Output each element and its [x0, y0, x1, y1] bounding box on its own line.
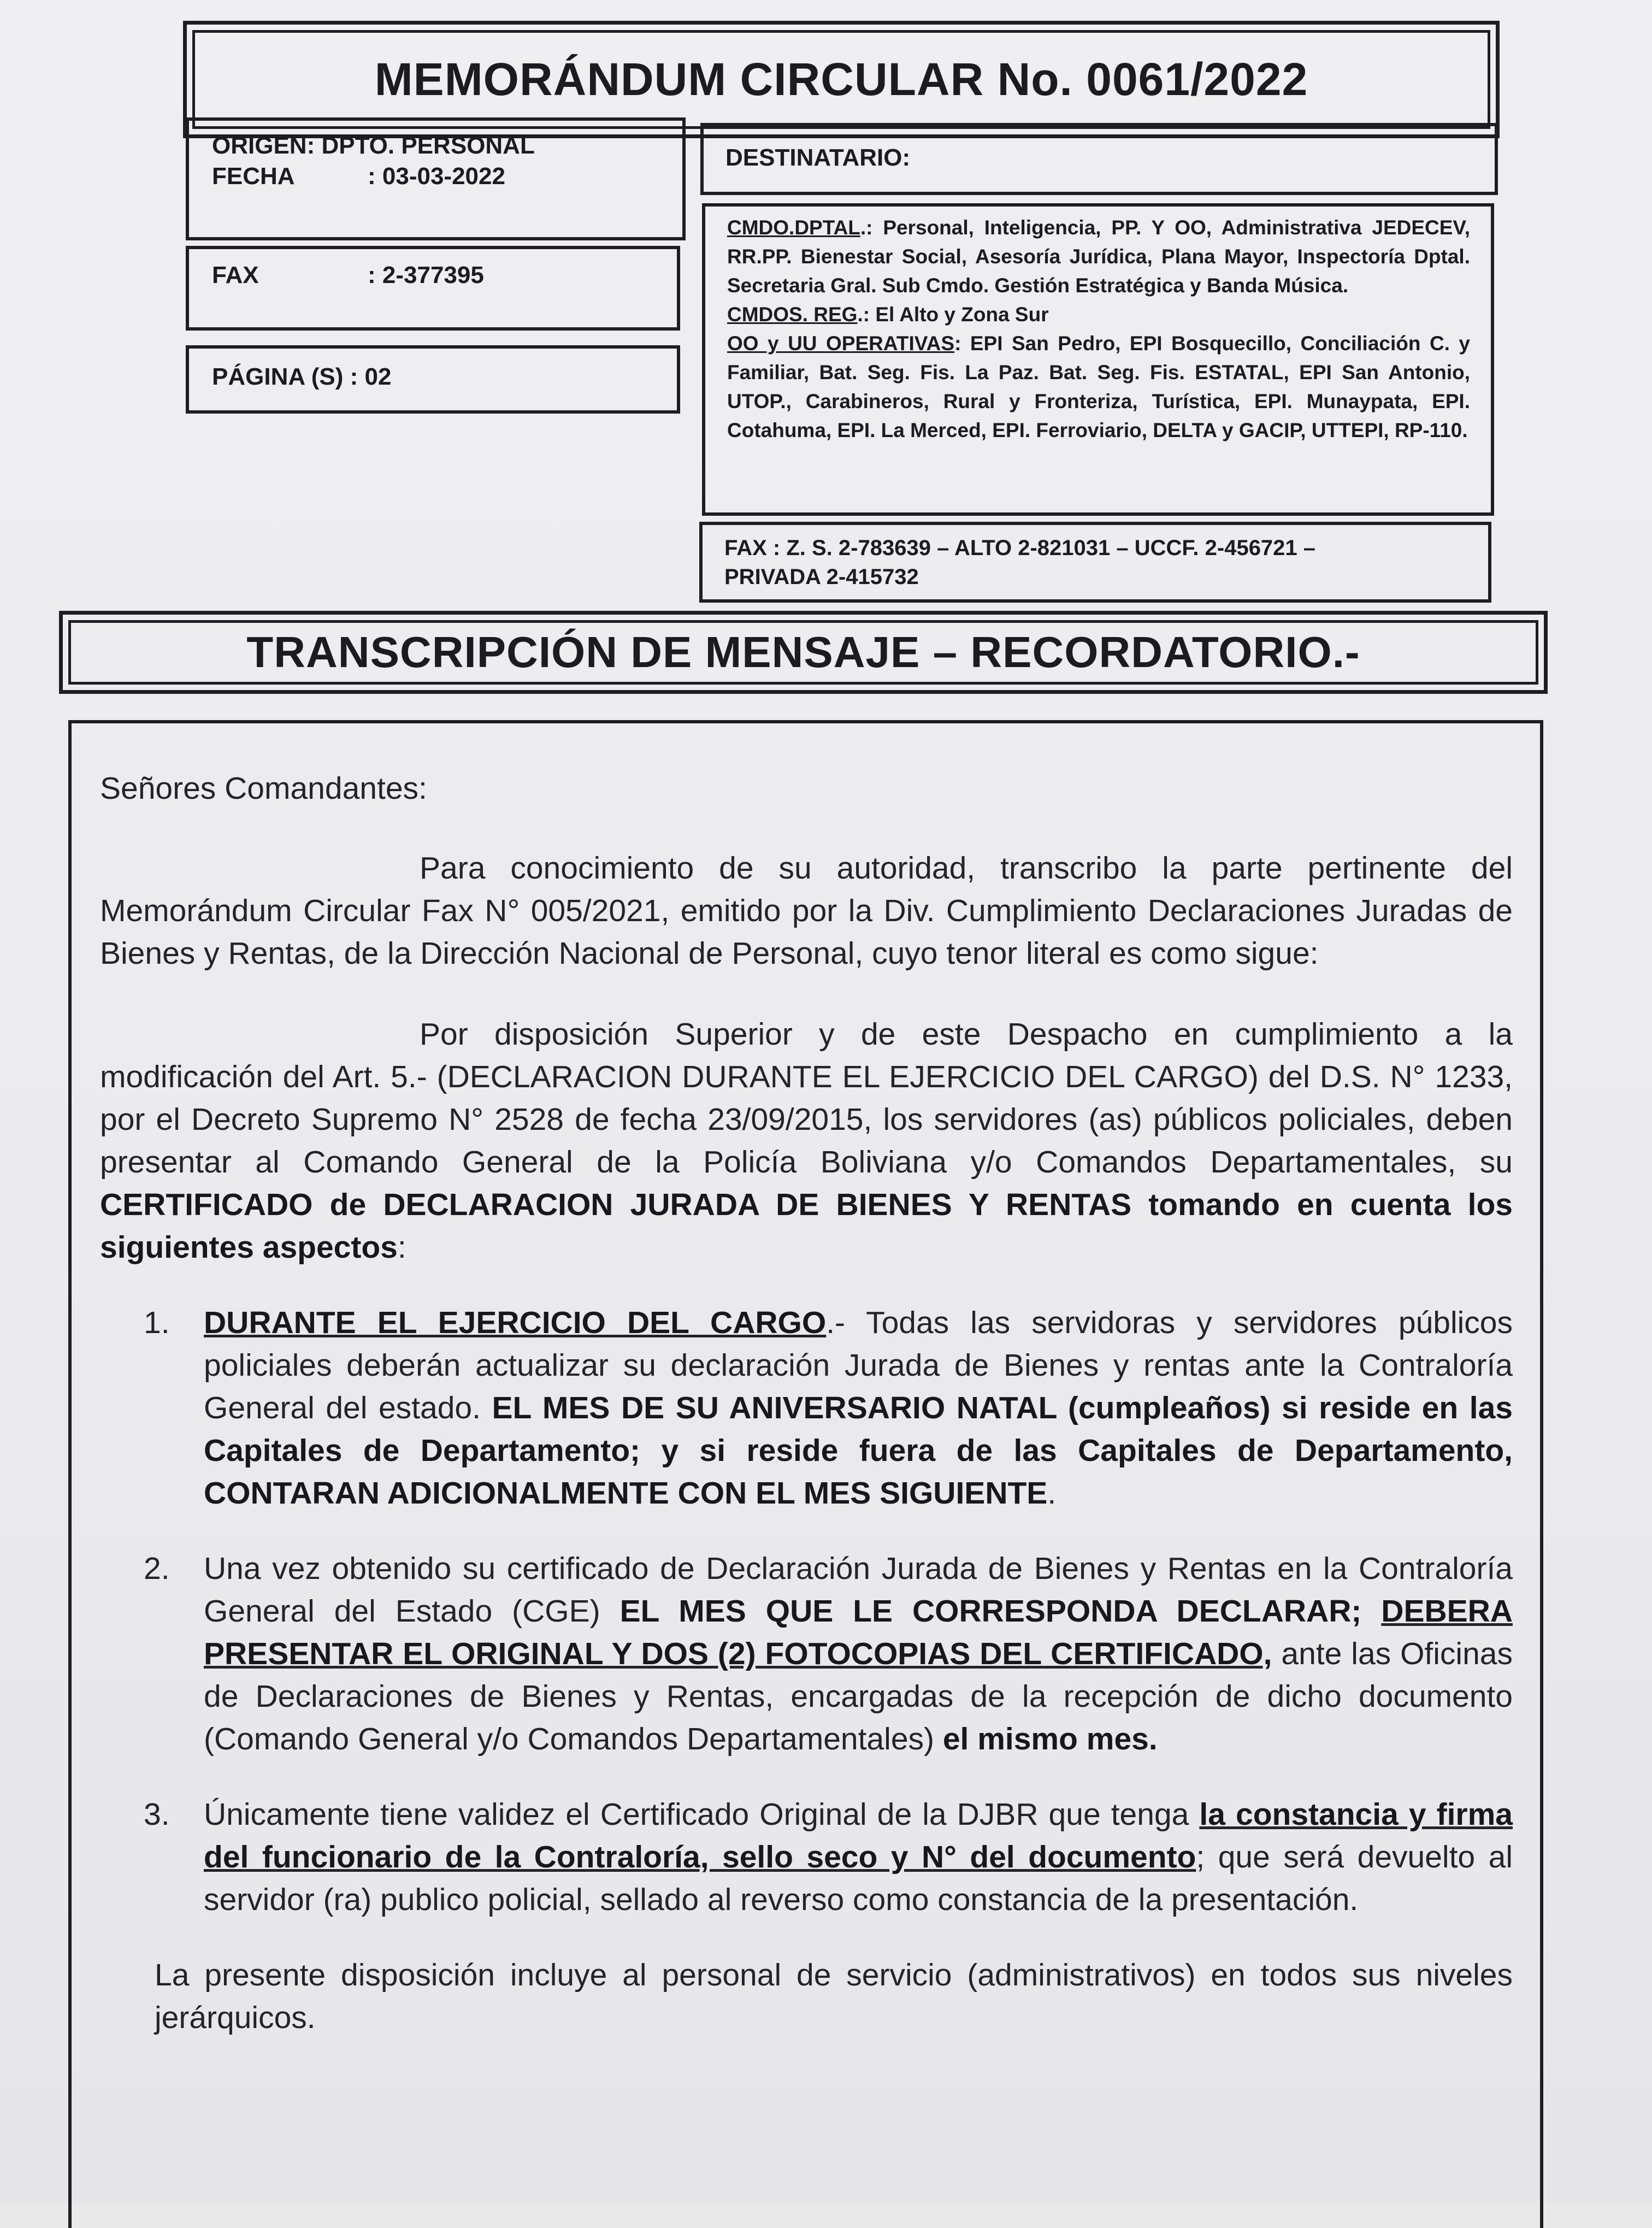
memo-title: MEMORÁNDUM CIRCULAR No. 0061/2022: [374, 54, 1308, 105]
fax-value: : 2-377395: [368, 262, 484, 288]
greeting: Señores Comandantes:: [100, 771, 427, 806]
origin-label: ORIGEN:: [212, 132, 315, 159]
item-1-end: .: [1047, 1476, 1057, 1511]
cmdos-label: CMDOS. REG: [727, 303, 858, 326]
date-label: FECHA: [212, 163, 295, 190]
closing-paragraph: La presente disposición incluye al personal de servicio (administrativos) en todos sus niveles jerárquicos.: [155, 1958, 1513, 2035]
list-item-3: [100, 1793, 1513, 1921]
oo-label: OO y UU OPERATIVAS: [727, 332, 955, 355]
item-2-text-2: ante las Oficinas de Declaraciones de Bienes y Rentas, encargadas de la recepción de dicho documento (Comando General y/o Comandos Departamentales): [204, 1636, 1513, 1757]
list-item-1: [100, 1301, 1513, 1514]
pages-box: [186, 345, 680, 414]
item-2-text: Una vez obtenido su certificado de Declaración Jurada de Bienes y Rentas en la Contraloría General del Estado (CGE): [204, 1551, 1513, 1629]
item-1-bold: EL MES DE SU ANIVERSARIO NATAL (cumpleaños) si reside en las Capitales de Departamento; y si reside fuera de las Capitales de Departamento, CONTARAN ADICIONALMENTE CON EL MES SIGUIENTE: [204, 1390, 1513, 1511]
list-number: 2.: [144, 1551, 170, 1586]
recipient-label: DESTINATARIO:: [725, 144, 911, 171]
fax-box: [186, 246, 680, 331]
message-box: [68, 720, 1543, 2228]
list-item-2: [100, 1547, 1513, 1760]
cmdo-label: CMDO.DPTAL: [727, 216, 860, 239]
recipient-box: [700, 123, 1498, 195]
item-3-underlined: la constancia y firma del funcionario de la Contraloría, sello seco y N° del documento: [204, 1797, 1513, 1875]
fax-list-box: [699, 522, 1491, 603]
item-2-underlined: DEBERA PRESENTAR EL ORIGINAL Y DOS (2) FOTOCOPIAS DEL CERTIFICADO,: [204, 1594, 1513, 1671]
list-number: 3.: [144, 1797, 170, 1832]
item-2-bold: EL MES QUE LE CORRESPONDA DECLARAR;: [620, 1594, 1362, 1629]
paragraph-2-text: Por disposición Superior y de este Despacho en cumplimiento a la modificación del Art. 5.- (DECLARACION DURANTE EL EJERCICIO DEL CARGO) del D.S. N° 1233, por el Decreto Supremo N° 2528 de fecha 23/09/2015, los servidores (as) públicos policiales, deben presentar al Comando General de la Policía Boliviana y/o Comandos Departamentales, su: [100, 1017, 1513, 1180]
pages-value: 02: [364, 363, 392, 390]
origin-box: [186, 117, 686, 240]
item-1-text: .- Todas las servidoras y servidores públicos policiales deberán actualizar su declaración Jurada de Bienes y rentas ante la Contraloría General del estado.: [204, 1305, 1513, 1425]
paragraph-2-end: :: [397, 1230, 406, 1265]
cmdo-units: .: Personal, Inteligencia, PP. Y OO, Administrativa JEDECEV, RR.PP. Bienestar Social, Asesoría Jurídica, Plana Mayor, Inspectoría Dptal. Secretaria Gral. Sub Cmdo. Gestión Estratégica y Banda Música.: [727, 216, 1470, 297]
date-value: : 03-03-2022: [368, 163, 505, 190]
paragraph-2: [100, 1013, 1513, 1269]
distribution-box: [702, 203, 1494, 516]
origin-value: DPTO. PERSONAL: [321, 132, 535, 159]
item-3-text-2: ; que será devuelto al servidor (ra) publico policial, sellado al reverso como constancia de la presentación.: [204, 1840, 1513, 1917]
cmdos-units: .: El Alto y Zona Sur: [857, 303, 1049, 326]
paragraph-1: Para conocimiento de su autoridad, transcribo la parte pertinente del Memorándum Circular Fax N° 005/2021, emitido por la Div. Cumplimiento Declaraciones Juradas de Bienes y Rentas, de la Dirección Nacional de Personal, cuyo tenor literal es como sigue:: [100, 851, 1513, 971]
pages-label: PÁGINA (S) :: [212, 363, 358, 390]
distribution-text: [727, 213, 1470, 445]
list-number: 1.: [144, 1305, 170, 1340]
item-1-heading: DURANTE EL EJERCICIO DEL CARGO: [204, 1305, 827, 1340]
item-2-bold-2: el mismo mes.: [942, 1722, 1158, 1757]
oo-units: : EPI San Pedro, EPI Bosquecillo, Conciliación C. y Familiar, Bat. Seg. Fis. La Paz. Bat. Seg. Fis. ESTATAL, EPI San Antonio, UTOP., Carabineros, Rural y Fronteriza, Turística, EPI. Munaypata, EPI. Cotahuma, EPI. La Merced, EPI. Ferroviario, DELTA y GACIP, UTTEPI, RP-110.: [727, 332, 1471, 441]
paragraph-2-bold: CERTIFICADO de DECLARACION JURADA DE BIENES Y RENTAS tomando en cuenta los siguientes aspectos: [100, 1187, 1513, 1265]
section-title-box: [59, 611, 1548, 694]
fax-list-line-1: FAX : Z. S. 2-783639 – ALTO 2-821031 – UCCF. 2-456721 –: [724, 536, 1316, 560]
fax-list-line-2: PRIVADA 2-415732: [724, 565, 919, 589]
section-title: TRANSCRIPCIÓN DE MENSAJE – RECORDATORIO.-: [246, 628, 1360, 676]
item-3-text: Únicamente tiene validez el Certificado Original de la DJBR que tenga: [204, 1797, 1200, 1832]
fax-label: FAX: [212, 262, 259, 288]
